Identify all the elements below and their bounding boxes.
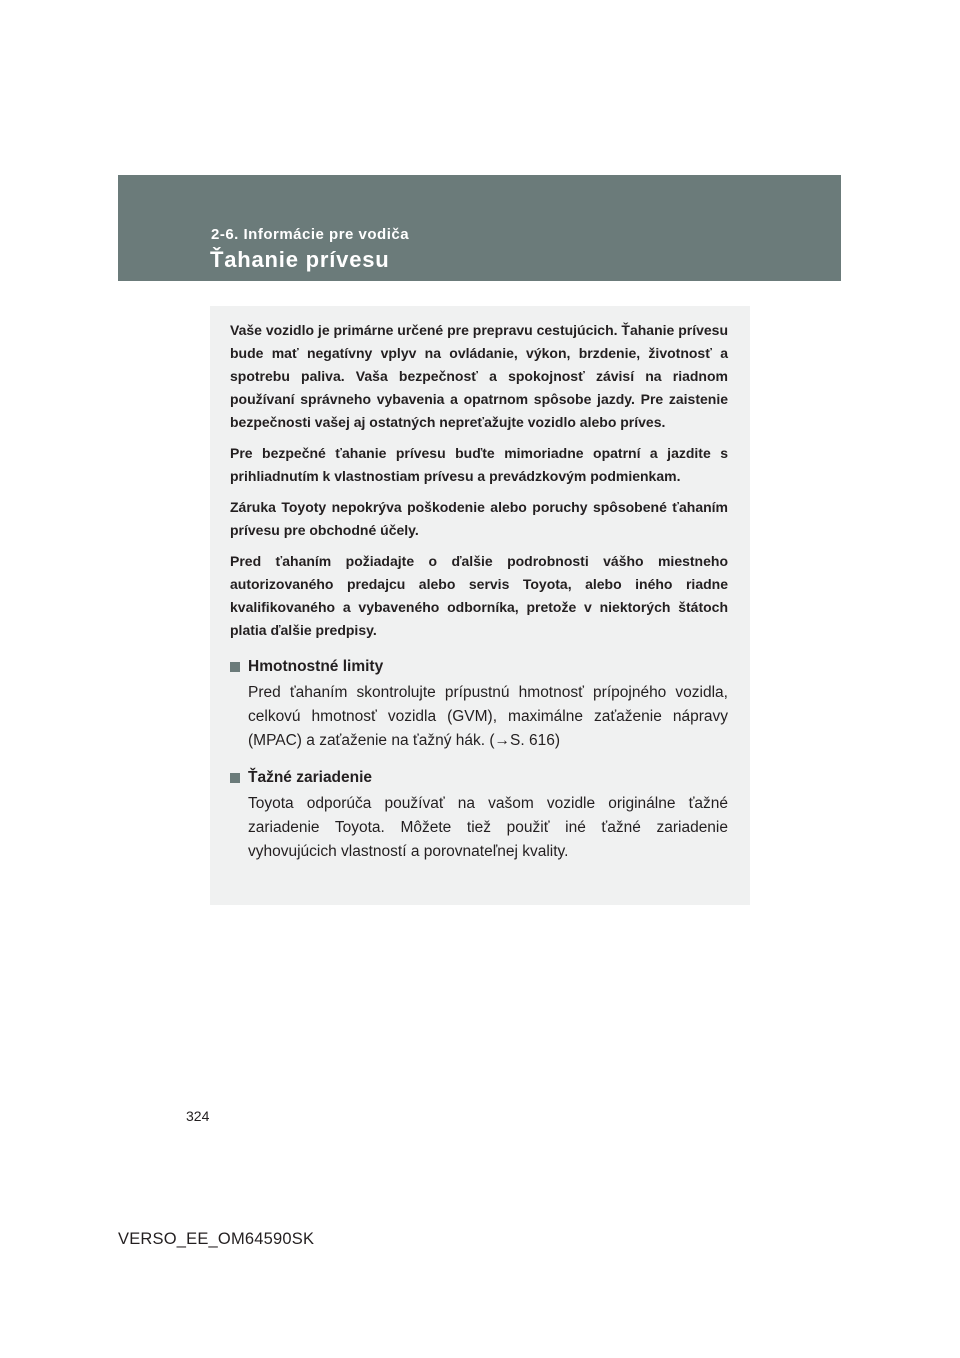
intro-paragraph: Vaše vozidlo je primárne určené pre prepravu cestujúcich. Ťahanie prívesu bude mať negatívny vplyv na ovládanie, výkon, brzdenie, životnosť a spotrebu paliva. Vaša bezpečnosť a spokojnosť závisí na riadnom používaní správneho vybavenia a opatrnom spôsobe jazdy. Pre zaistenie bezpečnosti vašej aj ostatných nepreťažujte vozidlo alebo príves. (230, 322, 728, 430)
section-label: 2-6. Informácie pre vodiča (211, 226, 410, 243)
subsection-body: Toyota odporúča používať na vašom vozidle originálne ťažné zariadenie Toyota. Môžete tiež použiť iné ťažné zariadenie vyhovujúcich vlastností a porovnateľnej kvality. (248, 795, 728, 860)
subsection-weight-limits (230, 656, 728, 753)
content-box (210, 306, 750, 905)
subsection-heading-text: Ťažné zariadenie (248, 769, 373, 786)
page-number: 324 (186, 1108, 210, 1124)
intro-text (230, 319, 728, 642)
subsection-heading-text: Hmotnostné limity (248, 658, 384, 675)
intro-paragraph: Pre bezpečné ťahanie prívesu buďte mimoriadne opatrní a jazdite s prihliadnutím k vlastnostiam prívesu a prevádzkovým podmienkam. (230, 445, 728, 484)
document-code: VERSO_EE_OM64590SK (118, 1230, 315, 1248)
subsection-heading (230, 767, 728, 789)
page-title: Ťahanie prívesu (210, 247, 390, 272)
subsection-towing-hitch (230, 767, 728, 864)
subsection-body: Pred ťahaním skontrolujte prípustnú hmotnosť prípojného vozidla, celkovú hmotnosť vozidla (GVM), maximálne zaťaženie nápravy (MPAC) a zaťaženie na ťažný hák. (→S. 616) (248, 684, 728, 749)
subsection-heading (230, 656, 728, 678)
square-bullet-icon (230, 773, 240, 783)
section-header (118, 175, 841, 281)
square-bullet-icon (230, 662, 240, 672)
intro-paragraph: Pred ťahaním požiadajte o ďalšie podrobnosti vášho miestneho autorizovaného predajcu alebo servis Toyota, alebo iného riadne kvalifikovaného a vybaveného odborníka, pretože v niektorých štátoch platia ďalšie predpisy. (230, 553, 728, 638)
intro-paragraph: Záruka Toyoty nepokrýva poškodenie alebo poruchy spôsobené ťahaním prívesu pre obchodné účely. (230, 499, 728, 538)
